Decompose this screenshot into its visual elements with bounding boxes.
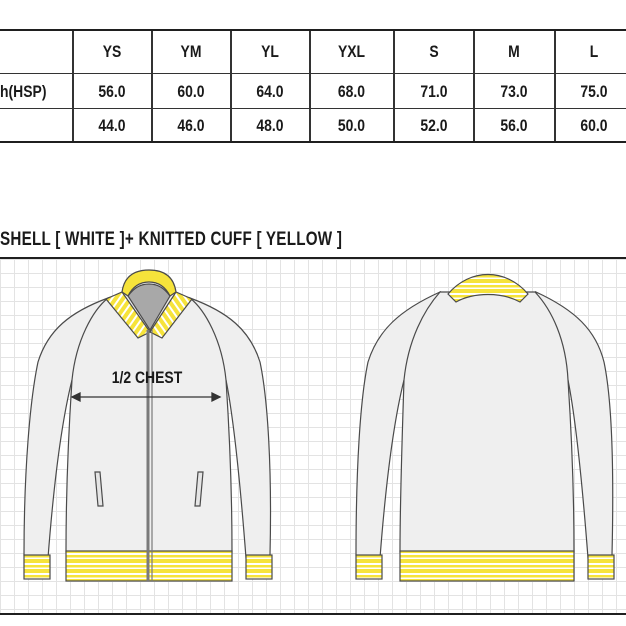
material-spec-text: SHELL [ WHITE ]+ KNITTED CUFF [ YELLOW ] bbox=[0, 229, 343, 250]
cell-value: 60.0 bbox=[580, 115, 608, 135]
size-header-m: M bbox=[508, 42, 520, 61]
cell-value: 73.0 bbox=[500, 81, 528, 101]
jacket-back bbox=[356, 275, 614, 582]
column-divider bbox=[230, 31, 232, 141]
divider bbox=[0, 613, 626, 615]
measurement-row-hsp bbox=[0, 73, 626, 109]
measurement-row-2 bbox=[0, 108, 626, 142]
chest-measure-label: 1/2 CHEST bbox=[111, 368, 183, 387]
jacket-front bbox=[24, 270, 272, 581]
column-divider bbox=[309, 31, 311, 141]
size-chart-table bbox=[0, 29, 626, 143]
cell-value: 64.0 bbox=[256, 81, 284, 101]
row-label-hsp: h(HSP) bbox=[0, 81, 47, 101]
column-divider bbox=[473, 31, 475, 141]
size-header-yxl: YXL bbox=[337, 42, 366, 61]
column-divider bbox=[72, 31, 74, 141]
column-divider bbox=[393, 31, 395, 141]
row-label bbox=[0, 109, 60, 142]
size-header-row bbox=[0, 31, 626, 73]
cell-value: 56.0 bbox=[500, 115, 528, 135]
column-divider bbox=[151, 31, 153, 141]
column-divider bbox=[554, 31, 556, 141]
size-header-s: S bbox=[429, 42, 439, 61]
cell-value: 46.0 bbox=[177, 115, 205, 135]
cell-value: 56.0 bbox=[98, 81, 126, 101]
cell-value: 75.0 bbox=[580, 81, 608, 101]
cell-value: 60.0 bbox=[177, 81, 205, 101]
cell-value: 68.0 bbox=[337, 81, 366, 101]
cell-value: 71.0 bbox=[420, 81, 448, 101]
cell-value: 44.0 bbox=[98, 115, 126, 135]
size-header-ym: YM bbox=[180, 42, 202, 61]
cell-value: 50.0 bbox=[337, 115, 366, 135]
jacket-diagram bbox=[0, 259, 626, 613]
size-header-ys: YS bbox=[102, 42, 122, 61]
jacket-drawing bbox=[0, 259, 626, 613]
cell-value: 48.0 bbox=[256, 115, 284, 135]
size-header-l: L bbox=[589, 42, 599, 61]
size-header-yl: YL bbox=[261, 42, 279, 61]
cell-value: 52.0 bbox=[420, 115, 448, 135]
